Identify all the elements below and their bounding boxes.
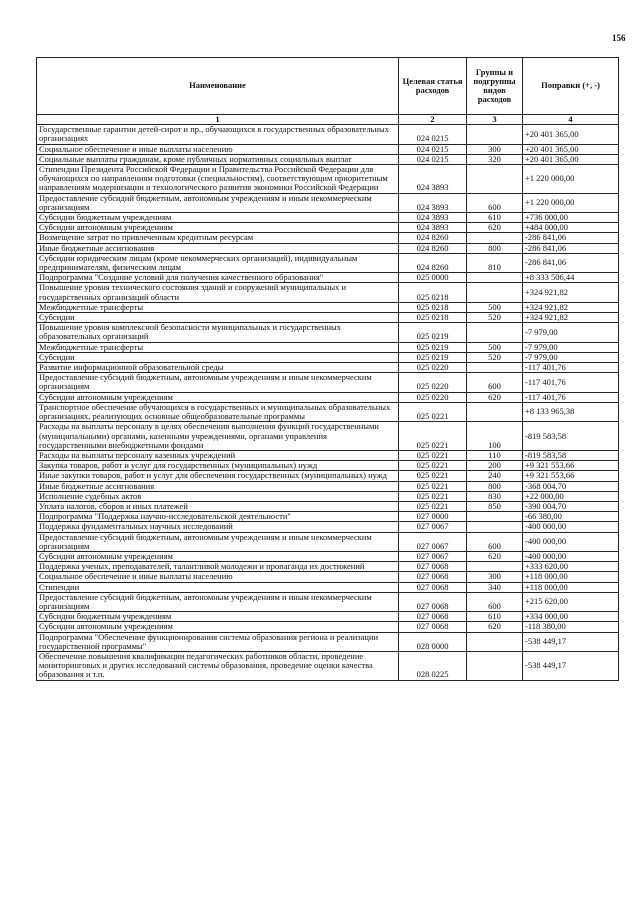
row-amount: -7 979,00 [523,323,619,342]
row-name: Предоставление субсидий бюджетным, автономным учреждениям и иным некоммерческим организациям [37,532,399,551]
row-expense-group: 520 [467,313,523,323]
column-number-row [37,115,619,125]
row-amount: -66 380,00 [523,512,619,522]
row-target-code: 024 3893 [399,193,467,212]
row-name: Исполнение судебных актов [37,491,399,501]
row-name: Обеспечение повышения квалификации педагогических работников области, проведение мониторинговых и других исследований системы образования, проведение оценки качества образования и т.п. [37,651,399,680]
row-amount: +736 000,00 [523,213,619,223]
row-expense-group [467,125,523,144]
table-row [37,373,619,392]
row-expense-group: 600 [467,532,523,551]
row-expense-group [467,283,523,302]
table-row [37,273,619,283]
row-expense-group: 240 [467,471,523,481]
table-row [37,313,619,323]
table-row [37,551,619,561]
budget-amendments-table [36,57,619,681]
row-name: Подпрограмма "Обеспечение функционирования системы образования региона и реализации государственной программы" [37,632,399,651]
header-name: Наименование [37,58,399,115]
table-row [37,450,619,460]
row-target-code: 025 0221 [399,491,467,501]
row-name: Иные бюджетные ассигнования [37,481,399,491]
row-name: Поддержка фундаментальных научных исследований [37,522,399,532]
row-name: Межбюджетные трансферты [37,302,399,312]
row-amount: -286 841,06 [523,243,619,253]
row-expense-group: 620 [467,392,523,402]
row-name: Возмещение затрат по привлеченным кредитным ресурсам [37,233,399,243]
row-name: Подпрограмма "Поддержка научно-исследовательской деятельности" [37,512,399,522]
row-amount: +484 000,00 [523,223,619,233]
table-row [37,193,619,212]
table-row [37,165,619,194]
table-row [37,402,619,421]
row-amount: +324 921,82 [523,283,619,302]
row-target-code: 027 0068 [399,582,467,592]
column-number: 2 [399,115,467,125]
row-amount: +8 133 965,38 [523,402,619,421]
row-name: Предоставление субсидий бюджетным, автономным учреждениям и иным некоммерческим организациям [37,193,399,212]
row-name: Расходы на выплаты персоналу казенных учреждений [37,450,399,460]
row-amount: +8 333 506,44 [523,273,619,283]
row-amount: -400 000,00 [523,522,619,532]
row-name: Социальное обеспечение и иные выплаты населению [37,144,399,154]
row-target-code: 025 0221 [399,461,467,471]
row-amount: +9 321 553,66 [523,471,619,481]
row-amount: -819 583,58 [523,450,619,460]
row-target-code: 027 0068 [399,622,467,632]
row-expense-group: 320 [467,154,523,164]
column-number: 1 [37,115,399,125]
row-expense-group: 300 [467,572,523,582]
row-amount: -118 380,00 [523,622,619,632]
row-amount: +1 220 000,00 [523,165,619,194]
row-expense-group [467,512,523,522]
row-expense-group: 520 [467,352,523,362]
row-target-code: 028 0225 [399,651,467,680]
table-row [37,512,619,522]
header-target-article: Целевая статья расходов [399,58,467,115]
table-row [37,125,619,144]
table-row [37,481,619,491]
row-target-code: 025 0221 [399,471,467,481]
row-amount: -117 401,76 [523,373,619,392]
row-target-code: 024 8260 [399,253,467,272]
row-amount: +324 921,82 [523,313,619,323]
row-target-code: 025 0220 [399,373,467,392]
row-expense-group [467,165,523,194]
row-amount: +324 921,82 [523,302,619,312]
table-row [37,651,619,680]
row-amount: -117 401,76 [523,363,619,373]
row-name: Закупка товаров, работ и услуг для государственных (муниципальных) нужд [37,461,399,471]
row-target-code: 024 8260 [399,243,467,253]
row-amount: -286 841,06 [523,253,619,272]
row-name: Субсидии автономным учреждениям [37,223,399,233]
row-name: Стипендии [37,582,399,592]
row-expense-group: 100 [467,422,523,451]
table-row [37,223,619,233]
row-target-code: 025 0220 [399,363,467,373]
row-name: Субсидии [37,313,399,323]
row-target-code: 025 0218 [399,302,467,312]
row-target-code: 025 0218 [399,313,467,323]
table-row [37,352,619,362]
row-name: Субсидии бюджетным учреждениям [37,213,399,223]
row-name: Субсидии бюджетным учреждениям [37,612,399,622]
row-amount: +333 620,00 [523,562,619,572]
row-expense-group: 500 [467,302,523,312]
row-target-code: 027 0067 [399,522,467,532]
table-row [37,233,619,243]
row-target-code: 027 0068 [399,592,467,611]
row-expense-group: 620 [467,622,523,632]
table-row [37,532,619,551]
row-amount: -538 449,17 [523,632,619,651]
row-expense-group: 800 [467,481,523,491]
row-target-code: 025 0221 [399,481,467,491]
row-name: Субсидии автономным учреждениям [37,392,399,402]
row-expense-group: 300 [467,144,523,154]
table-row [37,471,619,481]
row-target-code: 027 0000 [399,512,467,522]
table-row [37,363,619,373]
row-target-code: 025 0221 [399,422,467,451]
table-row [37,154,619,164]
row-expense-group [467,233,523,243]
header-expense-groups: Группы и подгруппы видов расходов [467,58,523,115]
row-name: Транспортное обеспечение обучающихся в государственных и муниципальных образовательных организациях, реализующих основные общеобразовательные программы [37,402,399,421]
row-expense-group: 600 [467,592,523,611]
row-target-code: 027 0068 [399,562,467,572]
row-amount: -390 004,70 [523,501,619,511]
row-target-code: 025 0218 [399,283,467,302]
table-row [37,592,619,611]
row-expense-group [467,402,523,421]
table-row [37,632,619,651]
row-amount: -400 000,00 [523,551,619,561]
row-target-code: 025 0000 [399,273,467,283]
row-amount: +20 401 365,00 [523,125,619,144]
row-target-code: 025 0221 [399,450,467,460]
table-row [37,522,619,532]
row-target-code: 025 0219 [399,352,467,362]
row-expense-group: 810 [467,253,523,272]
row-expense-group: 610 [467,213,523,223]
row-expense-group: 110 [467,450,523,460]
row-amount: +9 321 553,66 [523,461,619,471]
row-name: Социальное обеспечение и иные выплаты населению [37,572,399,582]
table-header-row [37,58,619,115]
table-row [37,213,619,223]
row-target-code: 025 0219 [399,323,467,342]
row-amount: +118 000,00 [523,572,619,582]
row-name: Межбюджетные трансферты [37,342,399,352]
row-target-code: 024 8260 [399,233,467,243]
row-target-code: 024 3893 [399,165,467,194]
row-expense-group [467,363,523,373]
row-name: Иные бюджетные ассигнования [37,243,399,253]
row-name: Стипендии Президента Российской Федерации и Правительства Российской Федерации для обучающихся по направлениям подготовки (специальностям), соответствующим приоритетным направлениям модернизации и технологического развития экономики Российской Федерации [37,165,399,194]
table-row [37,461,619,471]
row-target-code: 024 0215 [399,144,467,154]
row-expense-group: 600 [467,193,523,212]
row-name: Поддержка ученых, преподавателей, талантливой молодежи и пропаганда их достижений [37,562,399,572]
row-expense-group: 800 [467,243,523,253]
row-amount: -7 979,00 [523,352,619,362]
row-target-code: 027 0067 [399,551,467,561]
row-expense-group [467,323,523,342]
table-row [37,612,619,622]
row-target-code: 024 0215 [399,125,467,144]
table-row [37,491,619,501]
row-name: Субсидии [37,352,399,362]
row-name: Расходы на выплаты персоналу в целях обеспечения выполнения функций государственными (муниципальными) органами, казенными учреждениями, органами управления государственными внебюджетными фондами [37,422,399,451]
row-target-code: 028 0000 [399,632,467,651]
table-row [37,342,619,352]
table-row [37,572,619,582]
row-name: Субсидии автономным учреждениям [37,622,399,632]
table-row [37,243,619,253]
table-row [37,302,619,312]
row-expense-group [467,651,523,680]
table-row [37,562,619,572]
row-target-code: 024 3893 [399,213,467,223]
table-row [37,422,619,451]
row-amount: -400 000,00 [523,532,619,551]
row-target-code: 025 0220 [399,392,467,402]
table-row [37,283,619,302]
row-amount: -819 583,58 [523,422,619,451]
row-name: Развитие информационной образовательной среды [37,363,399,373]
row-expense-group [467,632,523,651]
row-name: Государственные гарантии детей-сирот и пр., обучающихся в государственных образовательных организациях [37,125,399,144]
row-target-code: 025 0221 [399,402,467,421]
row-target-code: 027 0067 [399,532,467,551]
row-target-code: 025 0219 [399,342,467,352]
row-target-code: 025 0221 [399,501,467,511]
row-amount: -286 841,06 [523,233,619,243]
header-amendments: Поправки (+, -) [523,58,619,115]
row-name: Предоставление субсидий бюджетным, автономным учреждениям и иным некоммерческим организациям [37,373,399,392]
row-amount: -117 401,76 [523,392,619,402]
row-amount: +20 401 365,00 [523,144,619,154]
table-row [37,622,619,632]
row-name: Повышение уровня технического состояния зданий и сооружений муниципальных и государственных организаций области [37,283,399,302]
table-row [37,392,619,402]
row-expense-group [467,562,523,572]
table-row [37,323,619,342]
row-name: Уплата налогов, сборов и иных платежей [37,501,399,511]
column-number: 3 [467,115,523,125]
table-row [37,144,619,154]
row-amount: +20 401 365,00 [523,154,619,164]
row-expense-group: 340 [467,582,523,592]
row-expense-group: 200 [467,461,523,471]
row-target-code: 024 0215 [399,154,467,164]
row-target-code: 027 0068 [399,572,467,582]
row-amount: +215 620,00 [523,592,619,611]
row-name: Социальные выплаты гражданам, кроме публичных нормативных социальных выплат [37,154,399,164]
row-expense-group [467,522,523,532]
row-expense-group [467,273,523,283]
row-target-code: 027 0068 [399,612,467,622]
row-amount: -538 449,17 [523,651,619,680]
table-row [37,253,619,272]
row-expense-group: 850 [467,501,523,511]
row-target-code: 024 3893 [399,223,467,233]
row-amount: +334 000,00 [523,612,619,622]
table-row [37,501,619,511]
row-expense-group: 830 [467,491,523,501]
row-name: Субсидии автономным учреждениям [37,551,399,561]
row-name: Подпрограмма "Создание условий для получения качественного образования" [37,273,399,283]
row-name: Иные закупки товаров, работ и услуг для обеспечения государственных (муниципальных) нужд [37,471,399,481]
row-amount: +22 000,00 [523,491,619,501]
row-expense-group: 620 [467,223,523,233]
row-expense-group: 500 [467,342,523,352]
row-name: Предоставление субсидий бюджетным, автономным учреждениям и иным некоммерческим организациям [37,592,399,611]
row-amount: -368 004,70 [523,481,619,491]
row-amount: +1 220 000,00 [523,193,619,212]
table-row [37,582,619,592]
row-expense-group: 610 [467,612,523,622]
row-name: Повышение уровня комплексной безопасности муниципальных и государственных образовательных организаций [37,323,399,342]
row-amount: +118 000,00 [523,582,619,592]
row-name: Субсидии юридическим лицам (кроме некоммерческих организаций), индивидуальным предпринимателям, физическим лицам [37,253,399,272]
page-number: 156 [612,33,626,43]
row-amount: -7 979,00 [523,342,619,352]
column-number: 4 [523,115,619,125]
row-expense-group: 600 [467,373,523,392]
row-expense-group: 620 [467,551,523,561]
